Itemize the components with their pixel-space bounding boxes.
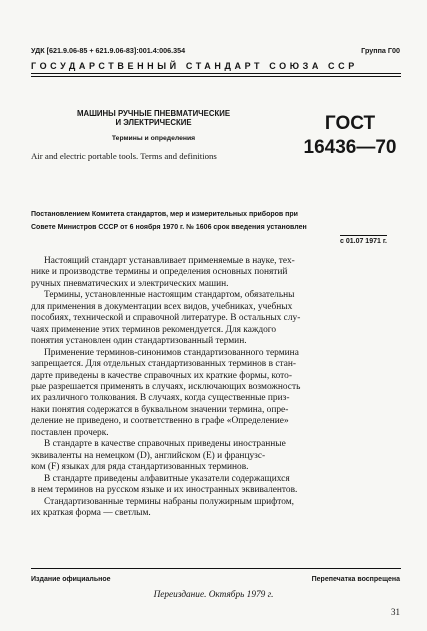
header-rule-thin [31, 76, 401, 77]
body-line: запрещается. Для отдельных стандартизованных терминов в стан- [31, 359, 297, 370]
body-line: Стандартизованные термины набраны полужирным шрифтом, [44, 496, 294, 507]
body-line: ком (F) языках для ряда стандартизованных терминов. [31, 462, 249, 473]
standard-heading: ГОСУДАРСТВЕННЫЙ СТАНДАРТ СОЮЗА ССР [31, 61, 358, 71]
body-line: В стандарте приведены алфавитные указатели содержащихся [44, 473, 290, 484]
document-title [31, 109, 276, 142]
body-line: пособиях, технической и справочной литературе. В остальных слу- [31, 313, 301, 324]
body-line: Настоящий стандарт устанавливает применяемые в науке, тех- [44, 256, 295, 266]
reprint-note: Переиздание. Октябрь 1979 г. [153, 590, 274, 600]
header-rule-thick [31, 73, 401, 74]
body-line: Термины, установленные настоящим стандартом, обязательны [44, 290, 295, 301]
body-line: понятия установлен один стандартизованный термин. [31, 336, 247, 347]
gost-designation [295, 112, 405, 160]
decree-text [31, 208, 401, 234]
body-line: наки понятия содержатся в буквальном значении термина, опре- [31, 404, 289, 415]
body-line: чаях применение этих терминов рекомендуется. Для каждого [31, 324, 277, 335]
gost-number: 16436—70 [303, 137, 397, 158]
title-line-1: МАШИНЫ РУЧНЫЕ ПНЕВМАТИЧЕСКИЕ [76, 109, 231, 118]
title-line-2: И ЭЛЕКТРИЧЕСКИЕ [115, 118, 192, 127]
body-text [31, 256, 401, 519]
body-line: их краткая форма — светлым. [31, 507, 151, 518]
effective-date: с 01.07 1971 г. [340, 235, 387, 245]
document-subtitle: Термины и определения [111, 135, 196, 142]
official-edition-label: Издание официальное [31, 576, 111, 583]
body-line: Применение терминов-синонимов стандартизованного термина [44, 347, 299, 358]
udk-code: УДК [621.9.06-85 + 621.9.06-83]:001.4:006.354 [31, 46, 186, 55]
body-line: дарте приведены в качестве справочных их краткие формы, кото- [31, 370, 292, 381]
body-line: ручных пневматических и электрических машин. [31, 278, 229, 289]
body-line: в нем терминов на русском языке и их иностранных эквивалентов. [31, 485, 298, 496]
footer-rule [31, 568, 401, 569]
body-line: деление не приведено, и соответственно в графе «Определение» [31, 416, 289, 427]
body-line: В стандарте в качестве справочных приведены иностранные [44, 439, 286, 450]
body-line: рые разрешается применять в случаях, исключающих возможность [31, 381, 301, 392]
body-line: нике и производстве термины и определения основных понятий [31, 267, 288, 278]
decree-line-1: Постановлением Комитета стандартов, мер и измерительных приборов при [31, 211, 298, 218]
page-number: 31 [391, 607, 400, 617]
body-line: их различного толкования. В случаях, когда существенные приз- [31, 393, 290, 404]
decree-line-2: Совете Министров СССР от 6 ноября 1970 г. № 1606 срок введения установлен [31, 224, 307, 231]
body-paragraphs [31, 256, 401, 519]
body-line: эквиваленты на немецком (D), английском (E) и французс- [31, 450, 266, 461]
group-code: Группа Г00 [361, 46, 400, 55]
reprint-prohibited-label: Перепечатка воспрещена [311, 576, 400, 583]
english-title: Air and electric portable tools. Terms and definitions [31, 151, 217, 161]
gost-label: ГОСТ [324, 113, 376, 134]
body-line: поставлен прочерк. [31, 427, 109, 438]
body-line: для применения в документации всех видов, учебниках, учебных [31, 301, 293, 312]
